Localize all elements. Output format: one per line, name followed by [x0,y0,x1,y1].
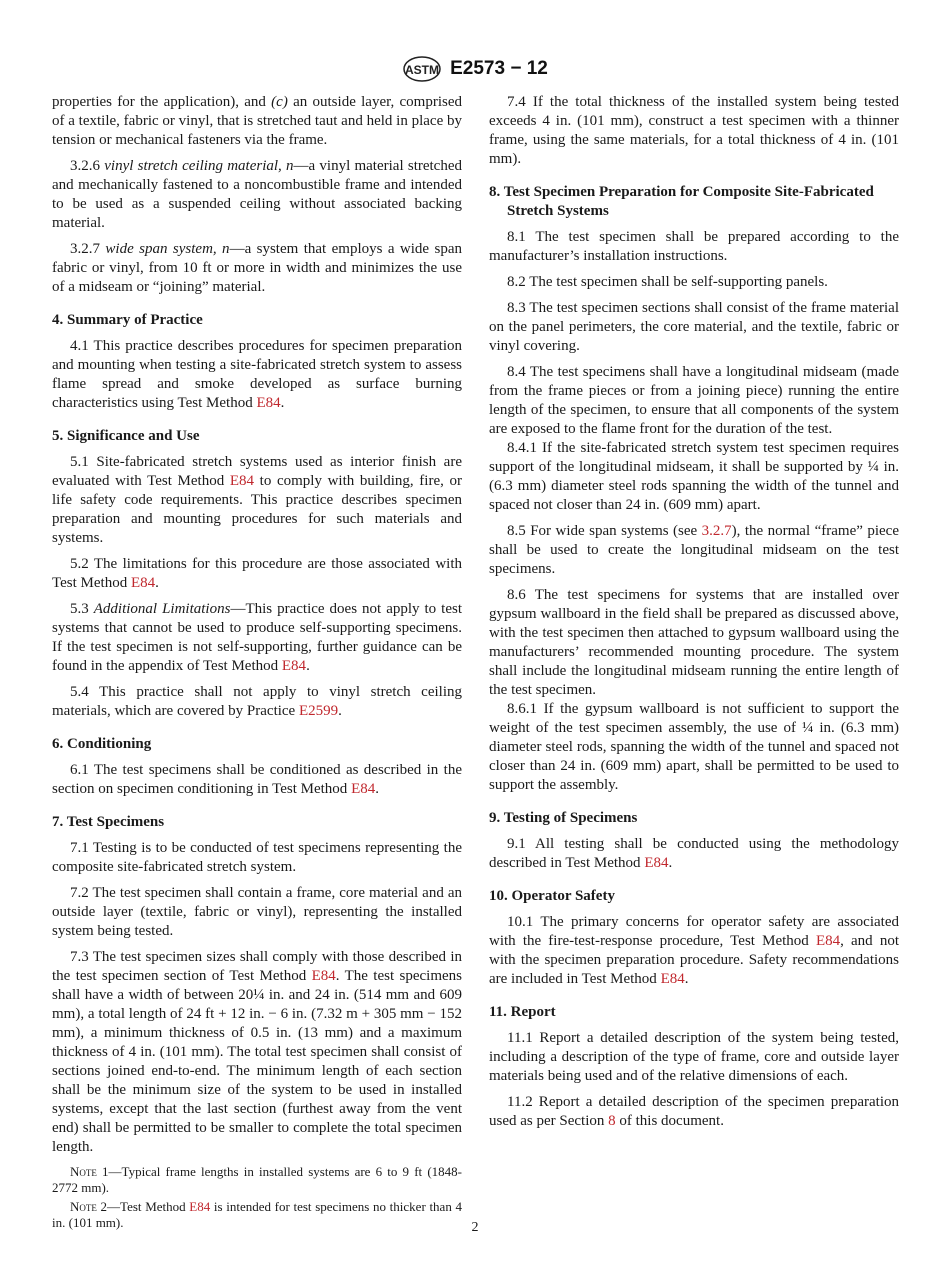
paragraph [489,1029,899,1086]
text-run: 1—Typical frame lengths in installed systems are 6 to 9 ft (1848-2772 mm). [52,1164,462,1195]
text-run: 8.4 The test specimens shall have a longitudinal midseam (made from the frame pieces or from a joining piece) running the entire length of the specimen, to ensure that all components of the system are exposed to the flame front for the duration of the test. [489,364,899,437]
text-run: 4.1 This practice describes procedures for specimen preparation and mounting when testing a site-fabricated stretch system to assess flame spread and smoke developed as surface burning characteristics using Test Method [52,338,462,411]
section-heading [52,735,462,754]
text-run: . The test specimens shall have a width of between 20¼ in. and 24 in. (514 mm and 609 mm), a total length of 24 ft + 12 in. − 6 in. (7.32 m + 305 mm − 152 mm), a minimum thickness of 0.5 in. (13 mm) and a maximum thickness of 4 in. (101 mm). The total test specimen shall consist of sections joined end-to-end. The minimum length of each section shall be the minimum size of the system to be used in installed systems, except that the last section (furthest away from the vent end) shall be permitted to be smaller to complete the total specimen length. [52,968,462,1155]
text-run: 7.3 The test specimen sizes shall comply with those described in the test specimen section of Test Method [52,949,462,984]
paragraph [52,240,462,297]
text-run: 2—Test Method [96,1199,190,1214]
text-run: Note [70,1199,97,1214]
reference-link[interactable]: E84 [660,971,685,987]
section-heading [489,1003,899,1022]
text-run: 5.3 [70,601,94,617]
text-run: 8.6 The test specimens for systems that are installed over gypsum wallboard in the field shall be prepared as discussed above, with the test specimen then attached to gypsum wallboard using the manufacturers’ recommended mounting procedure. The system shall include the longitudinal midseam running the entire length of the test specimen. [489,587,899,698]
paragraph [489,1093,899,1131]
text-run: 5. Significance and Use [52,428,200,444]
text-run: 11.2 Report a detailed description of the specimen preparation used as per Section [489,1094,899,1129]
italic-term: (c) [271,94,288,110]
text-run: , and not with the specimen preparation procedure. Safety recommendations are included in Test Method [489,933,899,987]
paragraph [489,586,899,700]
text-run: 10. Operator Safety [489,888,615,904]
section-heading [52,311,462,330]
section-heading [489,809,899,828]
text-run: —This practice does not apply to test systems that cannot be used to produce self-supporting specimens. If the test specimen is not self-supporting, further guidance can be found in the appendix of Test Method [52,601,463,674]
paragraph [489,439,899,515]
note [52,1164,462,1196]
reference-link[interactable]: E84 [281,658,307,674]
text-run: 7.1 Testing is to be conducted of test specimens representing the composite site-fabricated stretch system. [52,840,462,875]
paragraph [489,363,899,439]
text-run: . [280,395,285,411]
reference-link[interactable]: E2599 [298,703,339,719]
italic-term: vinyl stretch ceiling material, n [104,158,294,174]
text-run: 3.2.6 [70,158,105,174]
reference-link[interactable]: E84 [229,473,255,489]
section-heading [489,183,899,221]
text-run: . [375,781,379,797]
text-run: 8.6.1 If the gypsum wallboard is not sufficient to support the weight of the test specimen assembly, the use of ¼ in. (6.3 mm) diameter steel rods, spanning the width of the tunnel and spaced not closer than 24 in. (609 mm) apart, shall be permitted to be used to support the assembly. [489,701,899,793]
reference-link[interactable]: E84 [351,781,376,797]
text-run: 8. Test Specimen Preparation for Composite Site-Fabricated Stretch Systems [489,184,874,219]
text-run: 10.1 The primary concerns for operator safety are associated with the fire-test-response procedure, Test Method [489,914,899,949]
text-run: Note [70,1164,97,1179]
page-header [0,55,950,83]
paragraph [489,228,899,266]
paragraph [52,948,462,1157]
right-column [489,93,899,1138]
reference-link[interactable]: E84 [256,395,281,411]
paragraph [52,555,462,593]
text-run: 8.4.1 If the site-fabricated stretch system test specimen requires support of the longitudinal midseam, it shall be supported by ¼ in. (6.3 mm) diameter steel rods spanning the width of the tunnel and spaced not closer than 24 in. (609 mm) apart. [489,440,899,513]
text-run: 5.4 This practice shall not apply to vinyl stretch ceiling materials, which are covered by Practice [52,684,462,719]
reference-link[interactable]: E84 [311,968,336,984]
text-run: ), the normal “frame” piece shall be used to create the longitudinal midseam on the test specimens. [489,523,899,577]
reference-link[interactable]: 3.2.7 [701,523,732,539]
paragraph [52,761,462,799]
reference-link[interactable]: 8 [608,1113,616,1129]
paragraph [489,273,899,292]
paragraph [52,600,462,676]
reference-link[interactable]: E84 [130,575,156,591]
svg-text:ASTM: ASTM [405,63,440,77]
text-run: —a vinyl material stretched and mechanically fastened to a noncombustible frame and intended to be used as a suspended ceiling without associated backing material. [52,158,462,231]
text-run: 9.1 All testing shall be conducted using the methodology described in Test Method [489,836,899,871]
paragraph [489,700,899,795]
text-run: to comply with building, fire, or life safety code requirements. This practice describes specimen preparation and mounting procedures for such materials and systems. [52,473,462,546]
text-run: 6. Conditioning [52,736,152,752]
section-heading [52,813,462,832]
paragraph [489,299,899,356]
astm-logo-icon [402,55,442,83]
paragraph [52,157,462,233]
text-run: 11.1 Report a detailed description of the system being tested, including a description of the type of frame, core and outside layer materials being used and of the relative dimensions of each. [489,1030,899,1084]
italic-term: wide span system, n [105,241,230,257]
paragraph [489,913,899,989]
paragraph [489,835,899,873]
text-run: 4. Summary of Practice [52,312,203,328]
section-heading [489,887,899,906]
text-run: 5.1 Site-fabricated stretch systems used as interior finish are evaluated with Test Method [52,454,462,489]
text-run: 8.2 The test specimen shall be self-supporting panels. [507,274,828,290]
text-run: . [306,658,310,674]
text-run: . [684,971,689,987]
paragraph [52,453,462,548]
paragraph [489,93,899,169]
text-run: properties for the application), and [52,94,272,110]
document-designation: E2573 − 12 [450,58,548,79]
left-column [52,93,462,1234]
reference-link[interactable]: E84 [644,855,669,871]
text-run: 11. Report [489,1004,556,1020]
text-run: . [668,855,673,871]
text-run: 7.4 If the total thickness of the installed system being tested exceeds 4 in. (101 mm), construct a test specimen with a thinner frame, using the same materials, for a total thickness of 4 in. (101 mm). [489,94,899,167]
text-run: 7.2 The test specimen shall contain a frame, core material and an outside layer (textile, fabric or vinyl), representing the installed system being tested. [52,885,462,939]
page-number: 2 [471,1220,479,1235]
text-run: . [338,703,342,719]
text-run: 8.5 For wide span systems (see [507,523,702,539]
paragraph [489,522,899,579]
reference-link[interactable]: E84 [189,1199,211,1214]
paragraph [52,683,462,721]
text-run: 9. Testing of Specimens [489,810,638,826]
section-heading [52,427,462,446]
paragraph [52,839,462,877]
text-run: an outside layer, comprised of a textile, fabric or vinyl, that is stretched taut and held in place by tension or mechanical fasteners via the frame. [52,94,462,148]
text-run: 6.1 The test specimens shall be conditioned as described in the section on specimen conditioning in Test Method [52,762,462,797]
text-run: 5.2 The limitations for this procedure are those associated with Test Method [52,556,462,591]
text-run: . [155,575,159,591]
italic-term: Additional Limitations [93,601,231,617]
text-run: 8.3 The test specimen sections shall consist of the frame material on the panel perimeters, the core material, and the textile, fabric or vinyl covering. [489,300,899,354]
text-run: 8.1 The test specimen shall be prepared according to the manufacturer’s installation instructions. [489,229,899,264]
text-run: is intended for test specimens no thicker than 4 in. (101 mm). [52,1199,462,1230]
text-run: 3.2.7 [70,241,106,257]
paragraph [52,884,462,941]
reference-link[interactable]: E84 [815,933,841,949]
text-run: —a system that employs a wide span fabric or vinyl, from 10 ft or more in width and minimizes the use of a midseam or “joining” material. [52,241,462,295]
paragraph [52,93,462,150]
text-run: 7. Test Specimens [52,814,165,830]
paragraph [52,337,462,413]
text-run: of this document. [615,1113,724,1129]
